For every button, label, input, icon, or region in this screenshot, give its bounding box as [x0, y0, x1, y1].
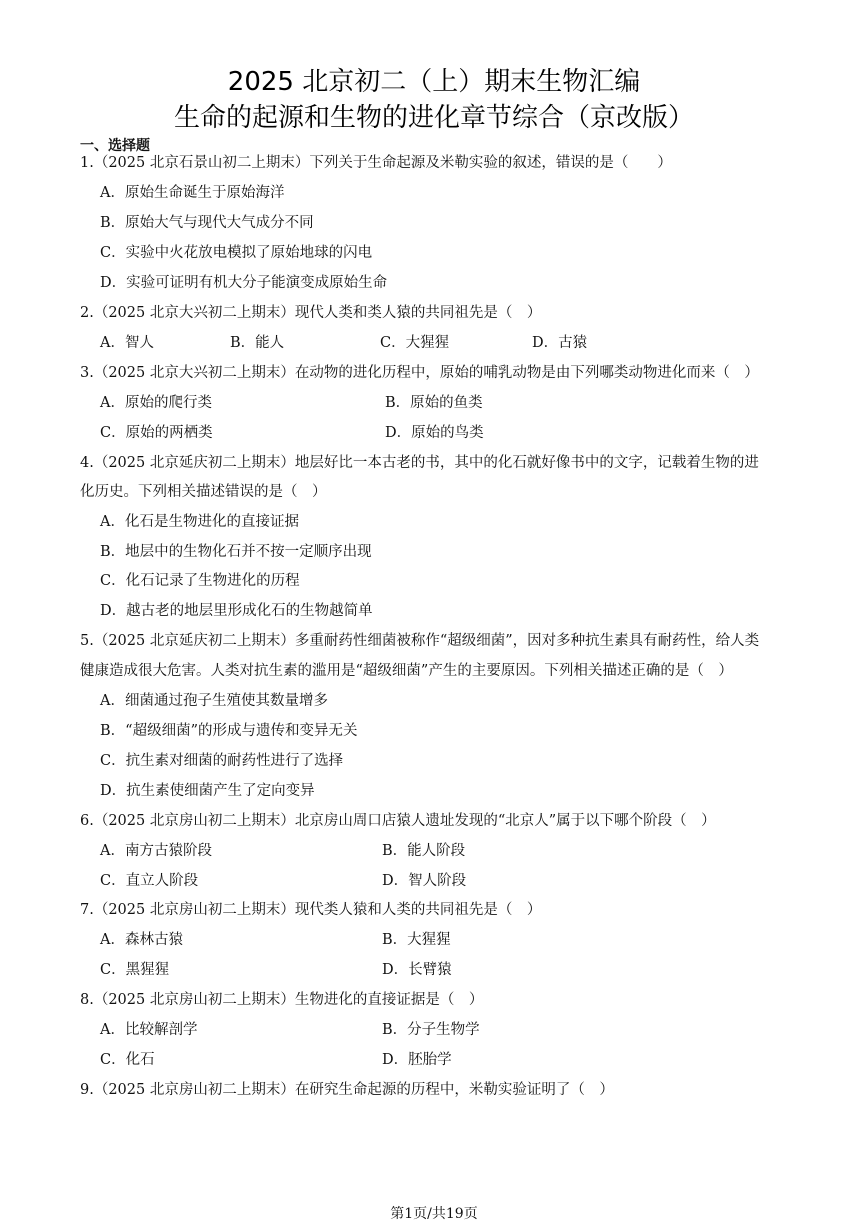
question-5-option-b: B．“超级细菌”的形成与遗传和变异无关	[100, 723, 358, 739]
question-5-stem-cont: 健康造成很大危害。人类对抗生素的滥用是“超级细菌”产生的主要原因。下列相关描述正确的是（ ）	[80, 663, 733, 679]
question-5-option-a: A．细菌通过孢子生殖使其数量增多	[100, 693, 328, 709]
question-8-option-a: A．比较解剖学	[100, 1022, 198, 1038]
question-4-option-b: B．地层中的生物化石并不按一定顺序出现	[100, 544, 372, 560]
question-5-stem: 5.（2025 北京延庆初二上期末）多重耐药性细菌被称作“超级细菌”，因对多种抗生素具有耐药性，给人类	[80, 633, 760, 649]
question-3-option-b: B．原始的鱼类	[385, 395, 483, 411]
question-3-option-c: C．原始的两栖类	[100, 425, 213, 441]
question-1-option-a: A．原始生命诞生于原始海洋	[100, 185, 285, 201]
question-6-stem: 6.（2025 北京房山初二上期末）北京房山周口店猿人遗址发现的“北京人”属于以下哪个阶段（ ）	[80, 813, 716, 829]
question-7-option-d: D．长臂猿	[382, 962, 452, 978]
question-5-option-c: C．抗生素对细菌的耐药性进行了选择	[100, 753, 344, 769]
question-8-option-b: B．分子生物学	[382, 1022, 480, 1038]
question-4-option-d: D．越古老的地层里形成化石的生物越简单	[100, 603, 373, 619]
question-6-option-a: A．南方古猿阶段	[100, 843, 212, 859]
question-9-stem: 9.（2025 北京房山初二上期末）在研究生命起源的历程中，米勒实验证明了（ ）	[80, 1082, 614, 1098]
question-6-option-d: D．智人阶段	[382, 873, 467, 889]
question-8-option-d: D．胚胎学	[382, 1052, 452, 1068]
question-4-stem: 4.（2025 北京延庆初二上期末）地层好比一本古老的书，其中的化石就好像书中的文字，记载着生物的进	[80, 455, 759, 471]
page-title: 2025 北京初二（上）期末生物汇编	[227, 67, 641, 97]
question-4-option-a: A．化石是生物进化的直接证据	[100, 514, 299, 530]
question-2-option-b: B．能人	[230, 335, 285, 351]
section-heading: 一、选择题	[80, 138, 150, 154]
page-number: 第1页/共19页	[390, 1206, 478, 1222]
question-6-option-c: C．直立人阶段	[100, 873, 199, 889]
question-5-option-d: D．抗生素使细菌产生了定向变异	[100, 783, 315, 799]
page-subtitle: 生命的起源和生物的进化章节综合（京改版）	[173, 103, 694, 133]
question-1-option-b: B．原始大气与现代大气成分不同	[100, 215, 314, 231]
question-8-option-c: C．化石	[100, 1052, 155, 1068]
question-1-stem: 1.（2025 北京石景山初二上期末）下列关于生命起源及米勒实验的叙述，错误的是（ ）	[80, 155, 672, 171]
question-2-option-c: C．大猩猩	[380, 335, 450, 351]
question-3-stem: 3.（2025 北京大兴初二上期末）在动物的进化历程中，原始的哺乳动物是由下列哪类动物进化而来（ ）	[80, 365, 759, 381]
question-8-stem: 8.（2025 北京房山初二上期末）生物进化的直接证据是（ ）	[80, 992, 484, 1008]
question-4-option-c: C．化石记录了生物进化的历程	[100, 573, 300, 589]
question-3-option-a: A．原始的爬行类	[100, 395, 212, 411]
question-2-stem: 2.（2025 北京大兴初二上期末）现代人类和类人猿的共同祖先是（ ）	[80, 305, 542, 321]
question-2-option-d: D．古猿	[532, 335, 588, 351]
question-1-option-c: C．实验中火花放电模拟了原始地球的闪电	[100, 245, 373, 261]
question-2-option-a: A．智人	[100, 335, 154, 351]
question-7-option-a: A．森林古猿	[100, 932, 183, 948]
question-3-option-d: D．原始的鸟类	[385, 425, 484, 441]
question-4-stem-cont: 化历史。下列相关描述错误的是（ ）	[80, 484, 327, 500]
question-6-option-b: B．能人阶段	[382, 843, 466, 859]
question-7-stem: 7.（2025 北京房山初二上期末）现代类人猿和人类的共同祖先是（ ）	[80, 902, 542, 918]
question-7-option-c: C．黑猩猩	[100, 962, 170, 978]
question-1-option-d: D．实验可证明有机大分子能演变成原始生命	[100, 275, 388, 291]
question-7-option-b: B．大猩猩	[382, 932, 451, 948]
